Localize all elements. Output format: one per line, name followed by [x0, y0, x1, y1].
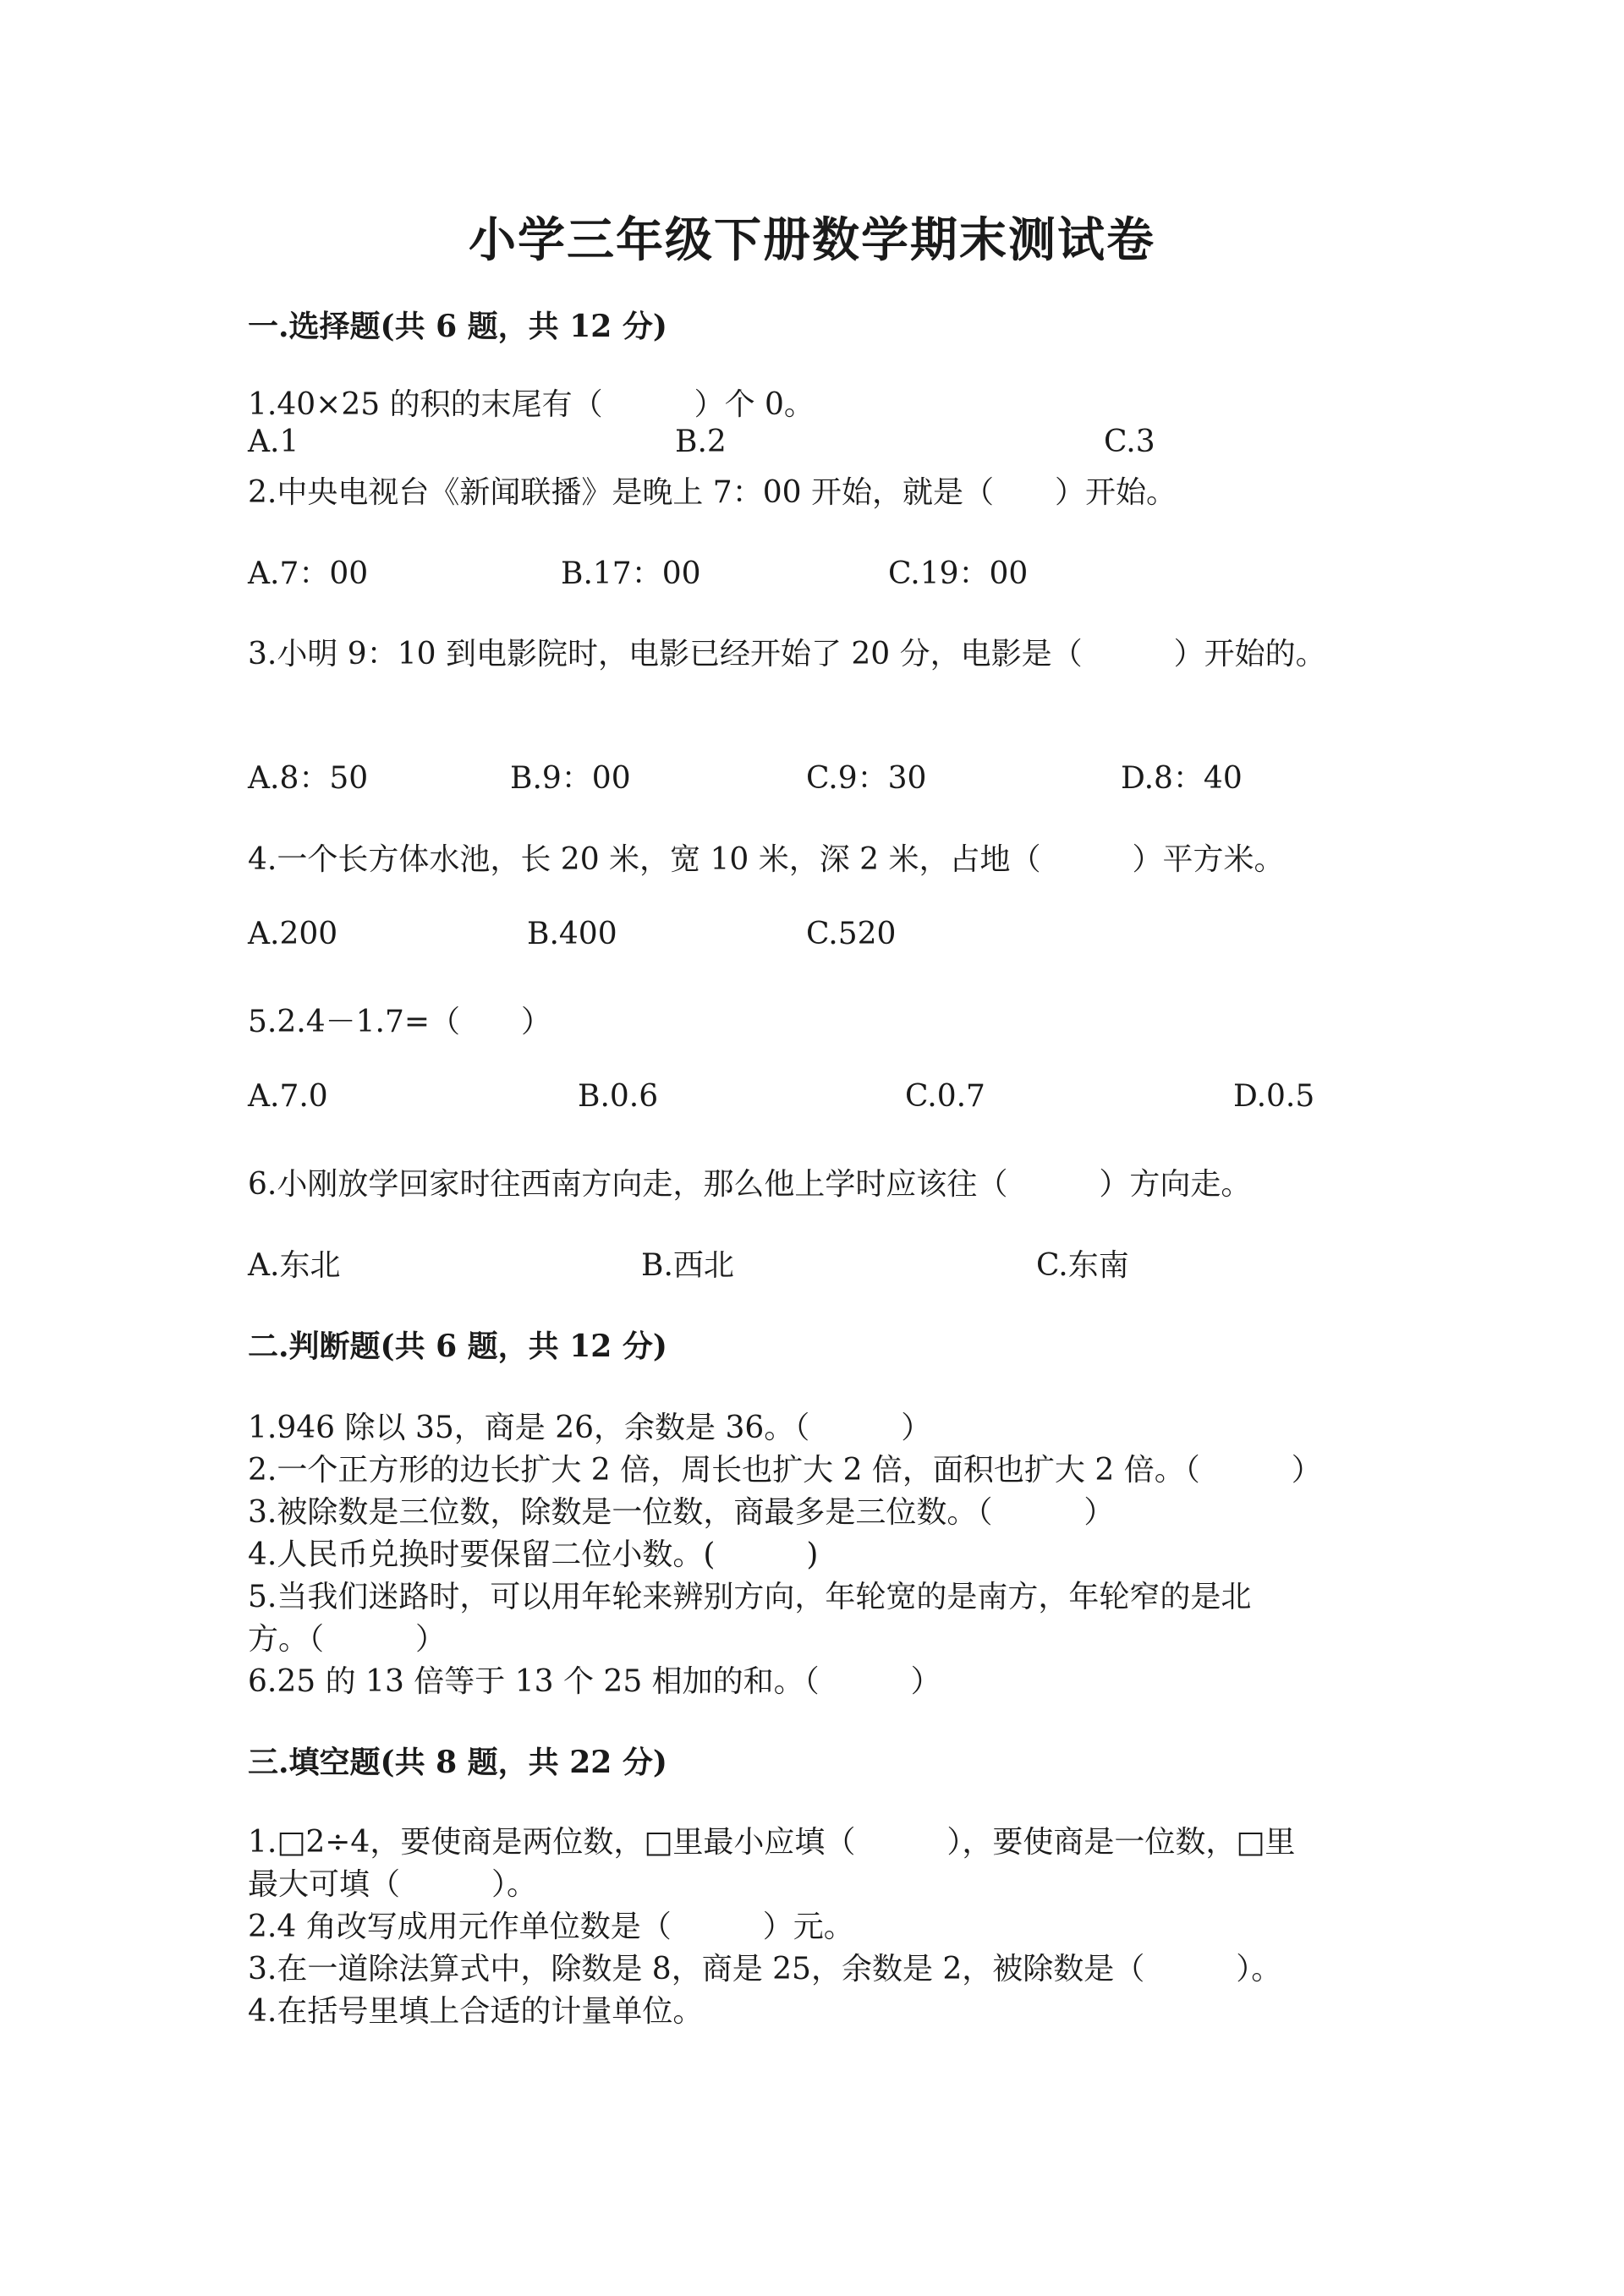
judgment-line-5: 5.当我们迷路时，可以用年轮来辨别方向，年轮宽的是南方，年轮窄的是北	[248, 1580, 1252, 1614]
fill-line-4: 4.在括号里填上合适的计量单位。	[248, 1994, 704, 2029]
q5-option-b: B.0.6	[578, 1079, 659, 1114]
q3-option-d: D.8：40	[1121, 761, 1243, 796]
question-5-text: 5.2.4－1.7=（ ）	[248, 1005, 552, 1039]
judgment-line-5-cont: 方。（ ）	[248, 1622, 447, 1657]
q5-option-a: A.7.0	[248, 1079, 328, 1114]
page-title: 小学三年级下册数学期末测试卷	[469, 212, 1155, 268]
judgment-line-4: 4.人民币兑换时要保留二位小数。( )	[248, 1537, 819, 1572]
q6-option-c: C.东南	[1036, 1248, 1129, 1283]
q3-option-b: B.9：00	[510, 761, 631, 796]
q4-option-b: B.400	[527, 917, 617, 951]
q6-option-b: B.西北	[641, 1248, 734, 1283]
q1-option-a: A.1	[248, 425, 299, 459]
section-heading-judgment: 二.判断题(共 6 题，共 12 分)	[248, 1329, 667, 1364]
section-heading-choice: 一.选择题(共 6 题，共 12 分)	[248, 309, 667, 344]
judgment-line-2: 2.一个正方形的边长扩大 2 倍，周长也扩大 2 倍，面积也扩大 2 倍。（ ）	[248, 1453, 1322, 1488]
fill-line-2: 2.4 角改写成用元作单位数是（ ）元。	[248, 1910, 854, 1944]
fill-line-1-cont: 最大可填（ ）。	[248, 1867, 538, 1902]
judgment-line-6: 6.25 的 13 倍等于 13 个 25 相加的和。（ ）	[248, 1664, 941, 1699]
section-heading-fill: 三.填空题(共 8 题，共 22 分)	[248, 1745, 667, 1780]
q2-option-a: A.7：00	[248, 556, 369, 591]
q4-option-a: A.200	[248, 917, 338, 951]
question-4-text: 4.一个长方体水池，长 20 米，宽 10 米，深 2 米，占地（ ）平方米。	[248, 842, 1285, 877]
q6-option-a: A.东北	[248, 1248, 341, 1283]
q5-option-c: C.0.7	[905, 1079, 985, 1114]
question-6-text: 6.小刚放学回家时往西南方向走，那么他上学时应该往（ ）方向走。	[248, 1167, 1252, 1202]
q3-option-c: C.9：30	[806, 761, 927, 796]
question-1-text: 1.40×25 的积的末尾有（ ）个 0。	[248, 387, 815, 422]
judgment-line-1: 1.946 除以 35，商是 26，余数是 36。（ ）	[248, 1411, 932, 1445]
fill-line-3: 3.在一道除法算式中，除数是 8，商是 25，余数是 2，被除数是（ ）。	[248, 1952, 1282, 1986]
q2-option-b: B.17：00	[561, 556, 701, 591]
q1-option-b: B.2	[675, 425, 727, 459]
judgment-line-3: 3.被除数是三位数，除数是一位数，商最多是三位数。（ ）	[248, 1495, 1115, 1530]
q5-option-d: D.0.5	[1233, 1079, 1315, 1114]
question-2-text: 2.中央电视台《新闻联播》是晚上 7：00 开始，就是（ ）开始。	[248, 475, 1177, 510]
fill-line-1: 1.□2÷4，要使商是两位数，□里最小应填（ ），要使商是一位数，□里	[248, 1825, 1296, 1860]
q4-option-c: C.520	[806, 917, 897, 951]
q2-option-c: C.19：00	[888, 556, 1029, 591]
question-3-text: 3.小明 9：10 到电影院时，电影已经开始了 20 分，电影是（ ）开始的。	[248, 637, 1326, 671]
q3-option-a: A.8：50	[248, 761, 369, 796]
q1-option-c: C.3	[1104, 425, 1155, 459]
